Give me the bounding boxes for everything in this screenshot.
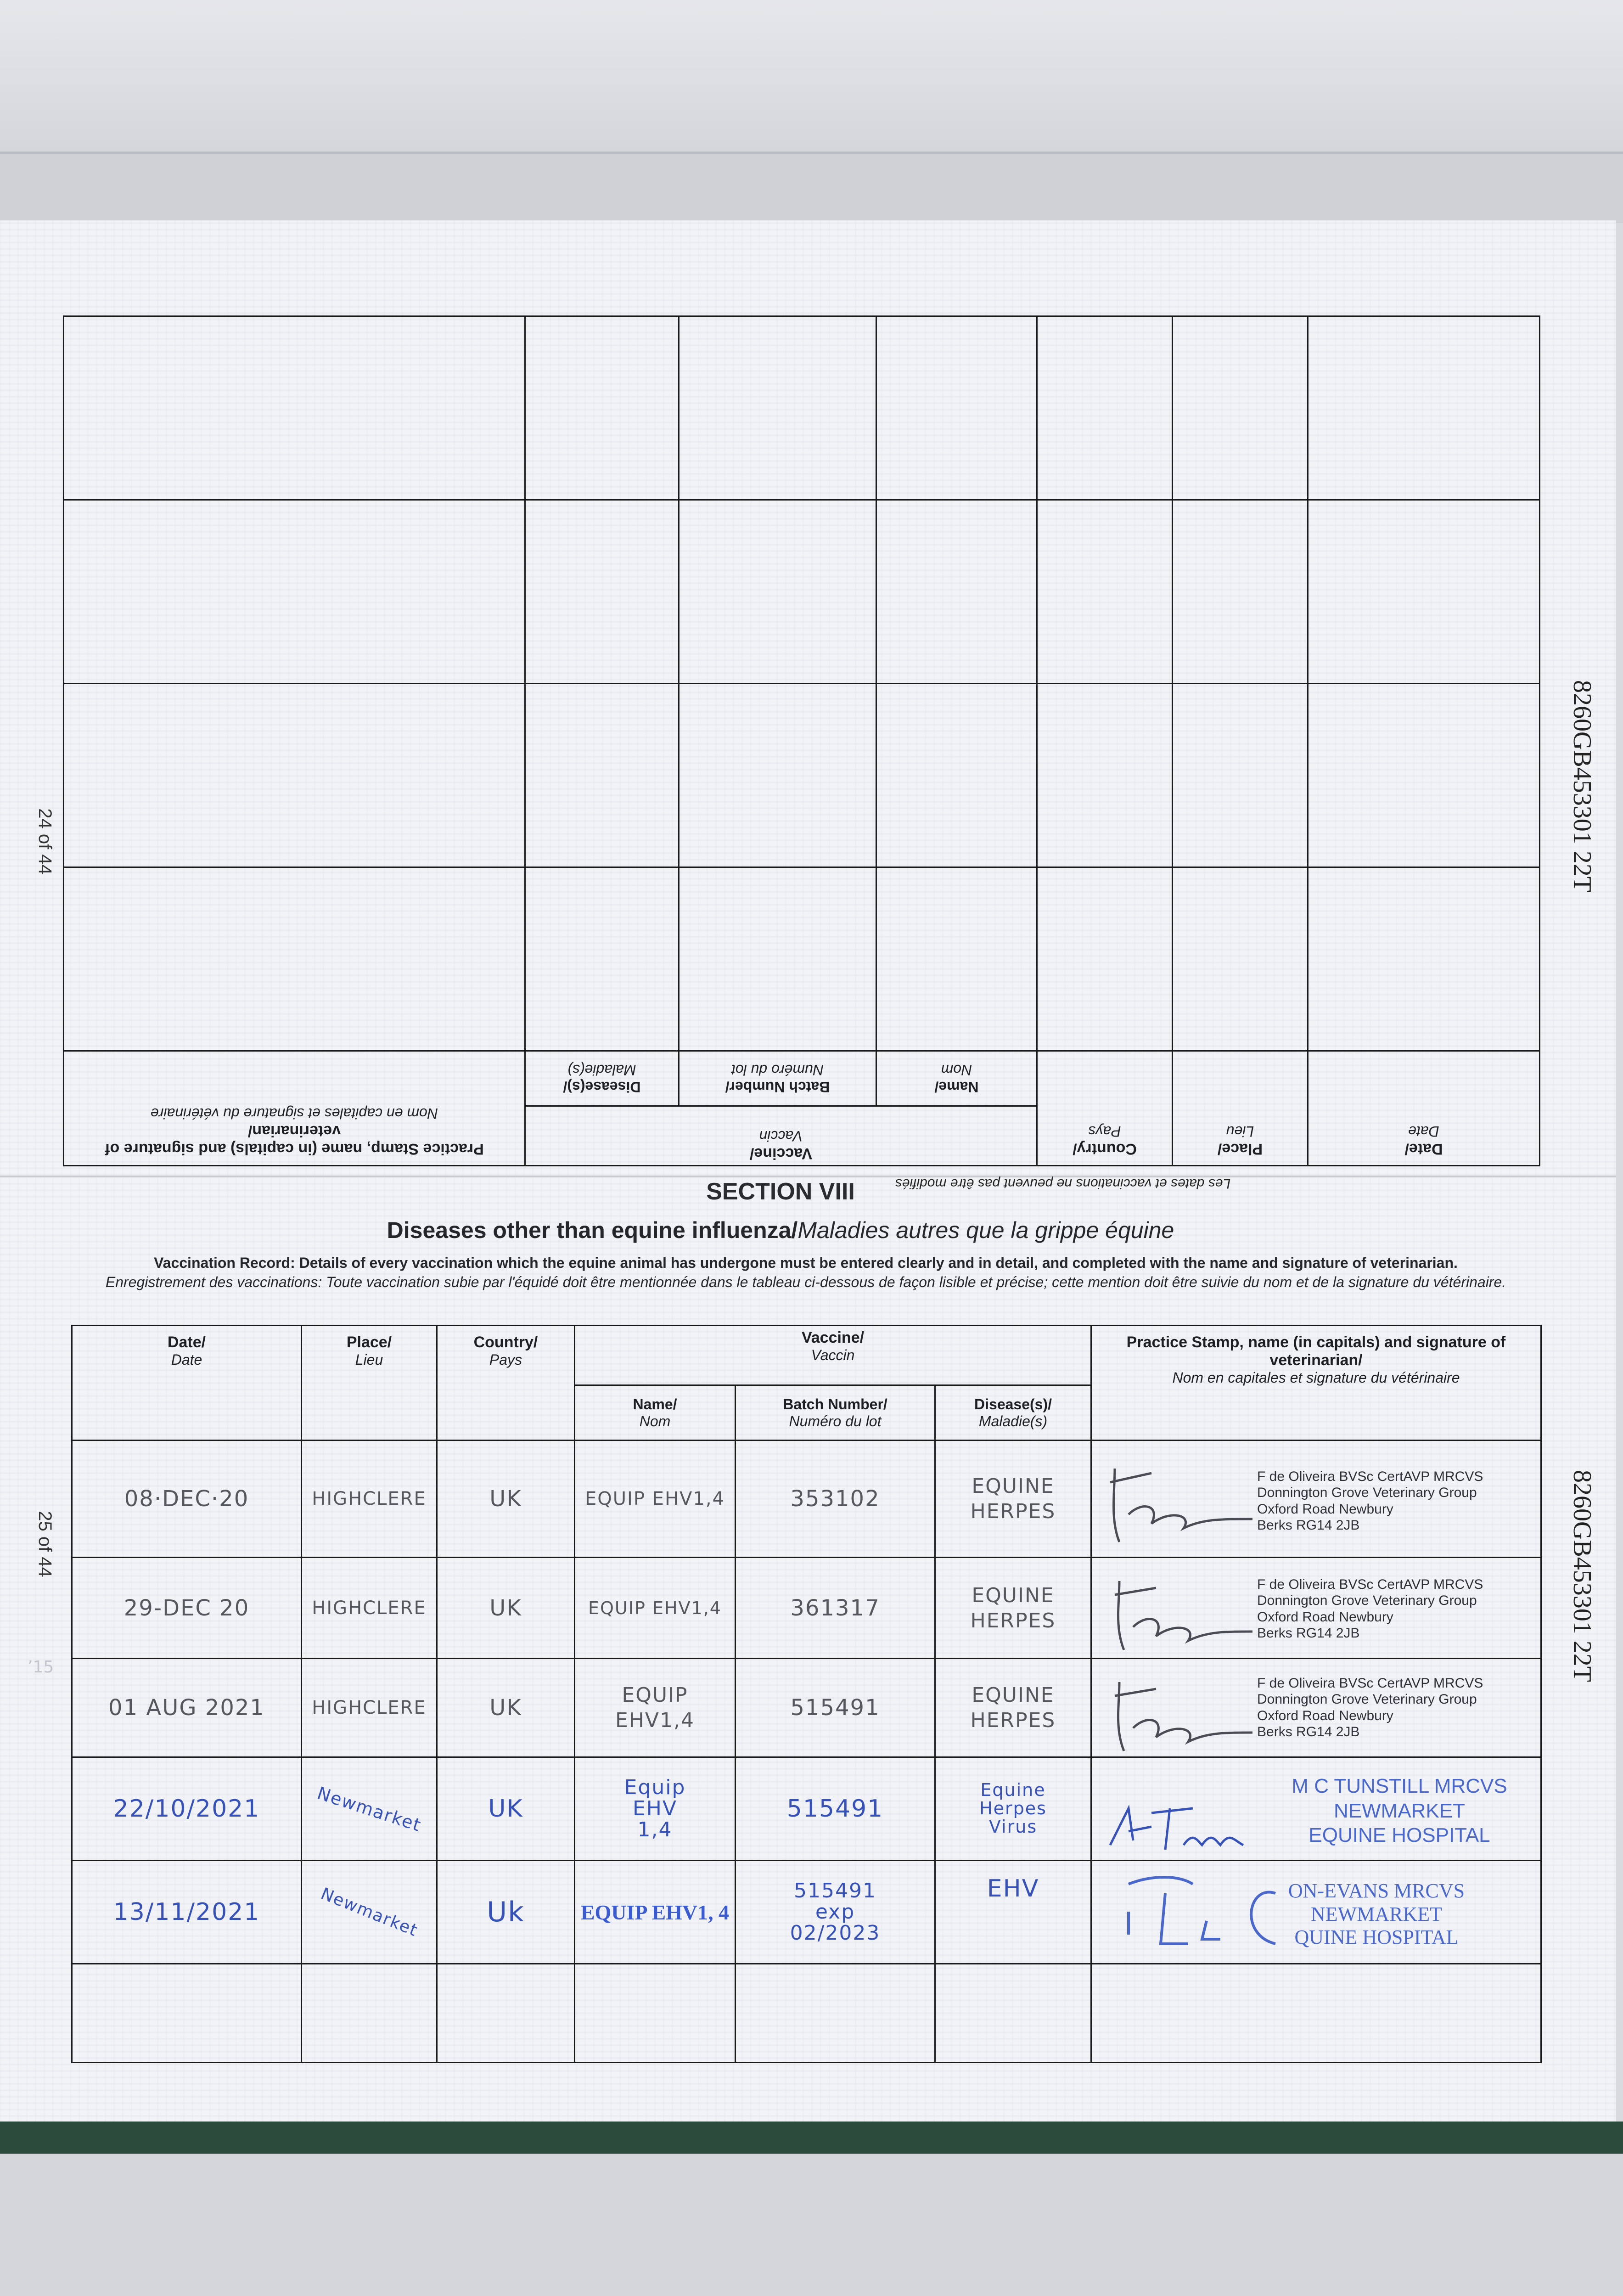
cell-disease: EQUINE HERPES	[935, 1558, 1091, 1659]
table-row	[63, 684, 1539, 867]
upper-vaccination-table	[64, 317, 1540, 1191]
header-date: Date/ Date	[72, 1326, 302, 1441]
upper-header-disease: Disease(s)/ Maladie(s)	[525, 1051, 679, 1106]
vet-signature-1	[1101, 1450, 1257, 1551]
vet-signature-4	[1101, 1781, 1248, 1868]
stray-mark: ʼ15	[28, 1658, 54, 1677]
vet-stamp-5: ON-EVANS MRCVS NEWMARKET QUINE HOSPITAL	[1288, 1880, 1465, 1949]
cell-stamp	[1091, 1757, 1541, 1861]
page-number-lower: 25 of 44	[34, 1511, 55, 1577]
cell-vaccine-name: EQUIP EHV1,4	[575, 1441, 736, 1558]
cell-country: Uk	[437, 1861, 575, 1964]
page-number-upper: 24 of 44	[34, 808, 55, 875]
section-title: SECTION VIII	[706, 1178, 855, 1205]
upper-header-batch: Batch Number/ Numéro du lot	[679, 1051, 876, 1106]
cell-date: 22/10/2021	[72, 1757, 302, 1861]
header-name: Name/ Nom	[575, 1385, 736, 1441]
upper-header-place: Place/ Lieu	[1173, 1051, 1308, 1166]
header-country: Country/ Pays	[437, 1326, 575, 1441]
cell-disease: Equine Herpes Virus	[935, 1757, 1091, 1861]
cell-stamp	[1091, 1861, 1541, 1964]
vaccination-record-table	[71, 1325, 1540, 2063]
cell-vaccine-name: EQUIP EHV1,4	[575, 1558, 736, 1659]
passport-cover-edge	[0, 152, 1623, 223]
cell-batch: 515491	[736, 1659, 935, 1757]
cell-disease: EQUINE HERPES	[935, 1659, 1091, 1757]
table-row	[63, 867, 1539, 1051]
table-row	[72, 1558, 1541, 1659]
vet-stamp-3: F de Oliveira BVSc CertAVP MRCVS Donnington Grove Veterinary Group Oxford Road Newbury Berks RG14 2JB	[1257, 1676, 1483, 1740]
upper-header-name: Name/ Nom	[876, 1051, 1037, 1106]
serial-number-lower: 8260GB453301 22T	[1568, 1470, 1596, 1682]
cell-stamp	[1091, 1558, 1541, 1659]
header-disease: Disease(s)/ Maladie(s)	[935, 1385, 1091, 1441]
cell-place: HIGHCLERE	[302, 1558, 437, 1659]
vet-stamp-1: F de Oliveira BVSc CertAVP MRCVS Donnington Grove Veterinary Group Oxford Road Newbury Berks RG14 2JB	[1257, 1469, 1483, 1533]
scanner-background	[0, 0, 1623, 152]
table-row	[72, 1964, 1541, 2063]
vet-signature-2	[1101, 1567, 1257, 1654]
cell-stamp	[1091, 1659, 1541, 1757]
header-batch: Batch Number/ Numéro du lot	[736, 1385, 935, 1441]
cell-country: UK	[437, 1659, 575, 1757]
cell-date: 08·DEC·20	[72, 1441, 302, 1558]
header-stamp: Practice Stamp, name (in capitals) and signature of veterinarian/ Nom en capitales et signature du vétérinaire	[1091, 1326, 1541, 1441]
cell-vaccine-name: Equip EHV 1,4	[575, 1757, 736, 1861]
table-row	[63, 500, 1539, 684]
vet-stamp-4: M C TUNSTILL MRCVS NEWMARKET EQUINE HOSPITAL	[1292, 1775, 1507, 1847]
serial-number-upper: 8260GB453301 22T	[1568, 680, 1596, 892]
lower-table-grid	[71, 1325, 1542, 2063]
passport-cover-green	[0, 2122, 1623, 2154]
table-row	[72, 1441, 1541, 1558]
cell-country: UK	[437, 1441, 575, 1558]
upper-header-vaccine: Vaccine/ Vaccin	[525, 1106, 1037, 1166]
cell-country: UK	[437, 1558, 575, 1659]
vet-stamp-2: F de Oliveira BVSc CertAVP MRCVS Donnington Grove Veterinary Group Oxford Road Newbury Berks RG14 2JB	[1257, 1577, 1483, 1641]
cell-place: Newmarket	[287, 1839, 451, 1985]
cell-place: HIGHCLERE	[302, 1659, 437, 1757]
upper-table-grid	[63, 315, 1540, 1166]
cell-disease: EQUINE HERPES	[935, 1441, 1091, 1558]
cell-batch: 361317	[736, 1558, 935, 1659]
cell-vaccine-name: EQUIP EHV1, 4	[575, 1861, 736, 1964]
cell-batch: 515491 exp 02/2023	[736, 1861, 935, 1964]
cell-place: HIGHCLERE	[302, 1441, 437, 1558]
upper-table-note: Les dates et vaccinations ne peuvent pas être modifiés	[895, 1176, 1231, 1191]
table-row	[72, 1757, 1541, 1861]
vet-signature-3	[1101, 1668, 1257, 1756]
header-place: Place/ Lieu	[302, 1326, 437, 1441]
table-row	[63, 316, 1539, 500]
header-vaccine: Vaccine/ Vaccin	[575, 1326, 1091, 1385]
upper-header-stamp: Practice Stamp, name (in capitals) and signature of veterinarian/ Nom en capitales et signature du vétérinaire	[63, 1051, 525, 1166]
cell-batch: 353102	[736, 1441, 935, 1558]
cell-country: UK	[437, 1757, 575, 1861]
scanner-background-bottom	[0, 2154, 1623, 2296]
cell-disease: EHV	[935, 1861, 1091, 1964]
section-subtitle: Diseases other than equine influenza/Maladies autres que la grippe équine	[387, 1217, 1174, 1243]
cell-date: 01 AUG 2021	[72, 1659, 302, 1757]
upper-header-date: Date/ Date	[1308, 1051, 1540, 1166]
cell-place: Newmarket	[289, 1739, 449, 1879]
upper-header-country: Country/ Pays	[1037, 1051, 1173, 1166]
cell-vaccine-name: EQUIP EHV1,4	[575, 1659, 736, 1757]
cell-date: 13/11/2021	[72, 1861, 302, 1964]
cell-stamp	[1091, 1441, 1541, 1558]
table-row	[72, 1659, 1541, 1757]
section-description: Vaccination Record: Details of every vaccination which the equine animal has undergone must be entered clearly and in detail, and completed with the name and signature of veterinarian. Enregistrement des vaccinations: Toute vaccination subie par l'équidé doit être mentionnée dans le tableau ci-dessous de façon lisible et précise; cette mention doit être suivie du nom et de la signature du vétérinaire.	[105, 1255, 1506, 1290]
cell-date: 29-DEC 20	[72, 1558, 302, 1659]
cell-batch: 515491	[736, 1757, 935, 1861]
table-row	[72, 1861, 1541, 1964]
